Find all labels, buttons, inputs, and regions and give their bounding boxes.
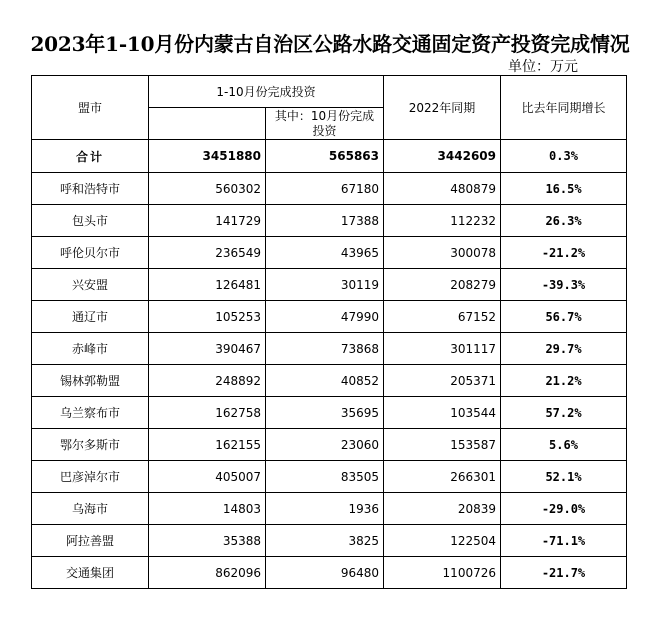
october-value: 3825 — [266, 525, 384, 557]
total-october: 565863 — [266, 140, 384, 173]
region-name: 乌兰察布市 — [32, 397, 149, 429]
october-value: 47990 — [266, 301, 384, 333]
growth-value: 5.6% — [501, 429, 627, 461]
table-row — [32, 301, 627, 333]
table-row — [32, 269, 627, 301]
prev-year-value: 208279 — [384, 269, 501, 301]
october-value: 67180 — [266, 173, 384, 205]
table-row — [32, 237, 627, 269]
ytd-value: 236549 — [149, 237, 266, 269]
growth-value: 26.3% — [501, 205, 627, 237]
ytd-value: 162155 — [149, 429, 266, 461]
header-region: 盟市 — [32, 76, 149, 140]
table-row — [32, 205, 627, 237]
ytd-value: 105253 — [149, 301, 266, 333]
page-title: 2023年1-10月份内蒙古自治区公路水路交通固定资产投资完成情况 — [30, 32, 630, 56]
unit-label: 单位：万元 — [508, 59, 578, 75]
october-value: 1936 — [266, 493, 384, 525]
prev-year-value: 1100726 — [384, 557, 501, 589]
october-value: 40852 — [266, 365, 384, 397]
growth-value: 29.7% — [501, 333, 627, 365]
growth-value: 56.7% — [501, 301, 627, 333]
region-name: 包头市 — [32, 205, 149, 237]
october-value: 35695 — [266, 397, 384, 429]
region-name: 巴彦淖尔市 — [32, 461, 149, 493]
prev-year-value: 266301 — [384, 461, 501, 493]
october-value: 43965 — [266, 237, 384, 269]
october-value: 73868 — [266, 333, 384, 365]
prev-year-value: 20839 — [384, 493, 501, 525]
growth-value: -29.0% — [501, 493, 627, 525]
growth-value: -39.3% — [501, 269, 627, 301]
growth-value: -21.7% — [501, 557, 627, 589]
header-october: 其中：10月份完成投资 — [266, 108, 384, 140]
october-value: 17388 — [266, 205, 384, 237]
growth-value: -71.1% — [501, 525, 627, 557]
total-growth: 0.3% — [501, 140, 627, 173]
october-value: 30119 — [266, 269, 384, 301]
table-row — [32, 429, 627, 461]
ytd-value: 405007 — [149, 461, 266, 493]
table-body — [32, 140, 627, 589]
ytd-value: 35388 — [149, 525, 266, 557]
table-row — [32, 365, 627, 397]
growth-value: 16.5% — [501, 173, 627, 205]
ytd-value: 560302 — [149, 173, 266, 205]
growth-value: 52.1% — [501, 461, 627, 493]
prev-year-value: 300078 — [384, 237, 501, 269]
october-value: 96480 — [266, 557, 384, 589]
table-row — [32, 461, 627, 493]
region-name: 锡林郭勒盟 — [32, 365, 149, 397]
region-name: 赤峰市 — [32, 333, 149, 365]
region-name: 呼和浩特市 — [32, 173, 149, 205]
growth-value: 21.2% — [501, 365, 627, 397]
region-name: 兴安盟 — [32, 269, 149, 301]
prev-year-value: 103544 — [384, 397, 501, 429]
region-name: 交通集团 — [32, 557, 149, 589]
total-row — [32, 140, 627, 173]
prev-year-value: 67152 — [384, 301, 501, 333]
table-row — [32, 525, 627, 557]
region-name: 鄂尔多斯市 — [32, 429, 149, 461]
region-name: 阿拉善盟 — [32, 525, 149, 557]
table-row — [32, 397, 627, 429]
ytd-value: 862096 — [149, 557, 266, 589]
growth-value: -21.2% — [501, 237, 627, 269]
october-value: 83505 — [266, 461, 384, 493]
header-growth: 比去年同期增长 — [501, 76, 627, 140]
region-name: 通辽市 — [32, 301, 149, 333]
prev-year-value: 205371 — [384, 365, 501, 397]
ytd-value: 390467 — [149, 333, 266, 365]
header-prev-year: 2022年同期 — [384, 76, 501, 140]
ytd-value: 14803 — [149, 493, 266, 525]
table-row — [32, 333, 627, 365]
ytd-value: 162758 — [149, 397, 266, 429]
prev-year-value: 112232 — [384, 205, 501, 237]
table-row — [32, 493, 627, 525]
region-name: 乌海市 — [32, 493, 149, 525]
ytd-value: 141729 — [149, 205, 266, 237]
ytd-value: 126481 — [149, 269, 266, 301]
investment-table — [31, 75, 627, 589]
table-row — [32, 557, 627, 589]
header-ytd: 1-10月份完成投资 — [149, 76, 384, 108]
prev-year-value: 153587 — [384, 429, 501, 461]
prev-year-value: 480879 — [384, 173, 501, 205]
total-prev-year: 3442609 — [384, 140, 501, 173]
region-name: 呼伦贝尔市 — [32, 237, 149, 269]
october-value: 23060 — [266, 429, 384, 461]
total-name: 合计 — [32, 140, 149, 173]
ytd-value: 248892 — [149, 365, 266, 397]
growth-value: 57.2% — [501, 397, 627, 429]
prev-year-value: 301117 — [384, 333, 501, 365]
total-ytd: 3451880 — [149, 140, 266, 173]
table-row — [32, 173, 627, 205]
prev-year-value: 122504 — [384, 525, 501, 557]
